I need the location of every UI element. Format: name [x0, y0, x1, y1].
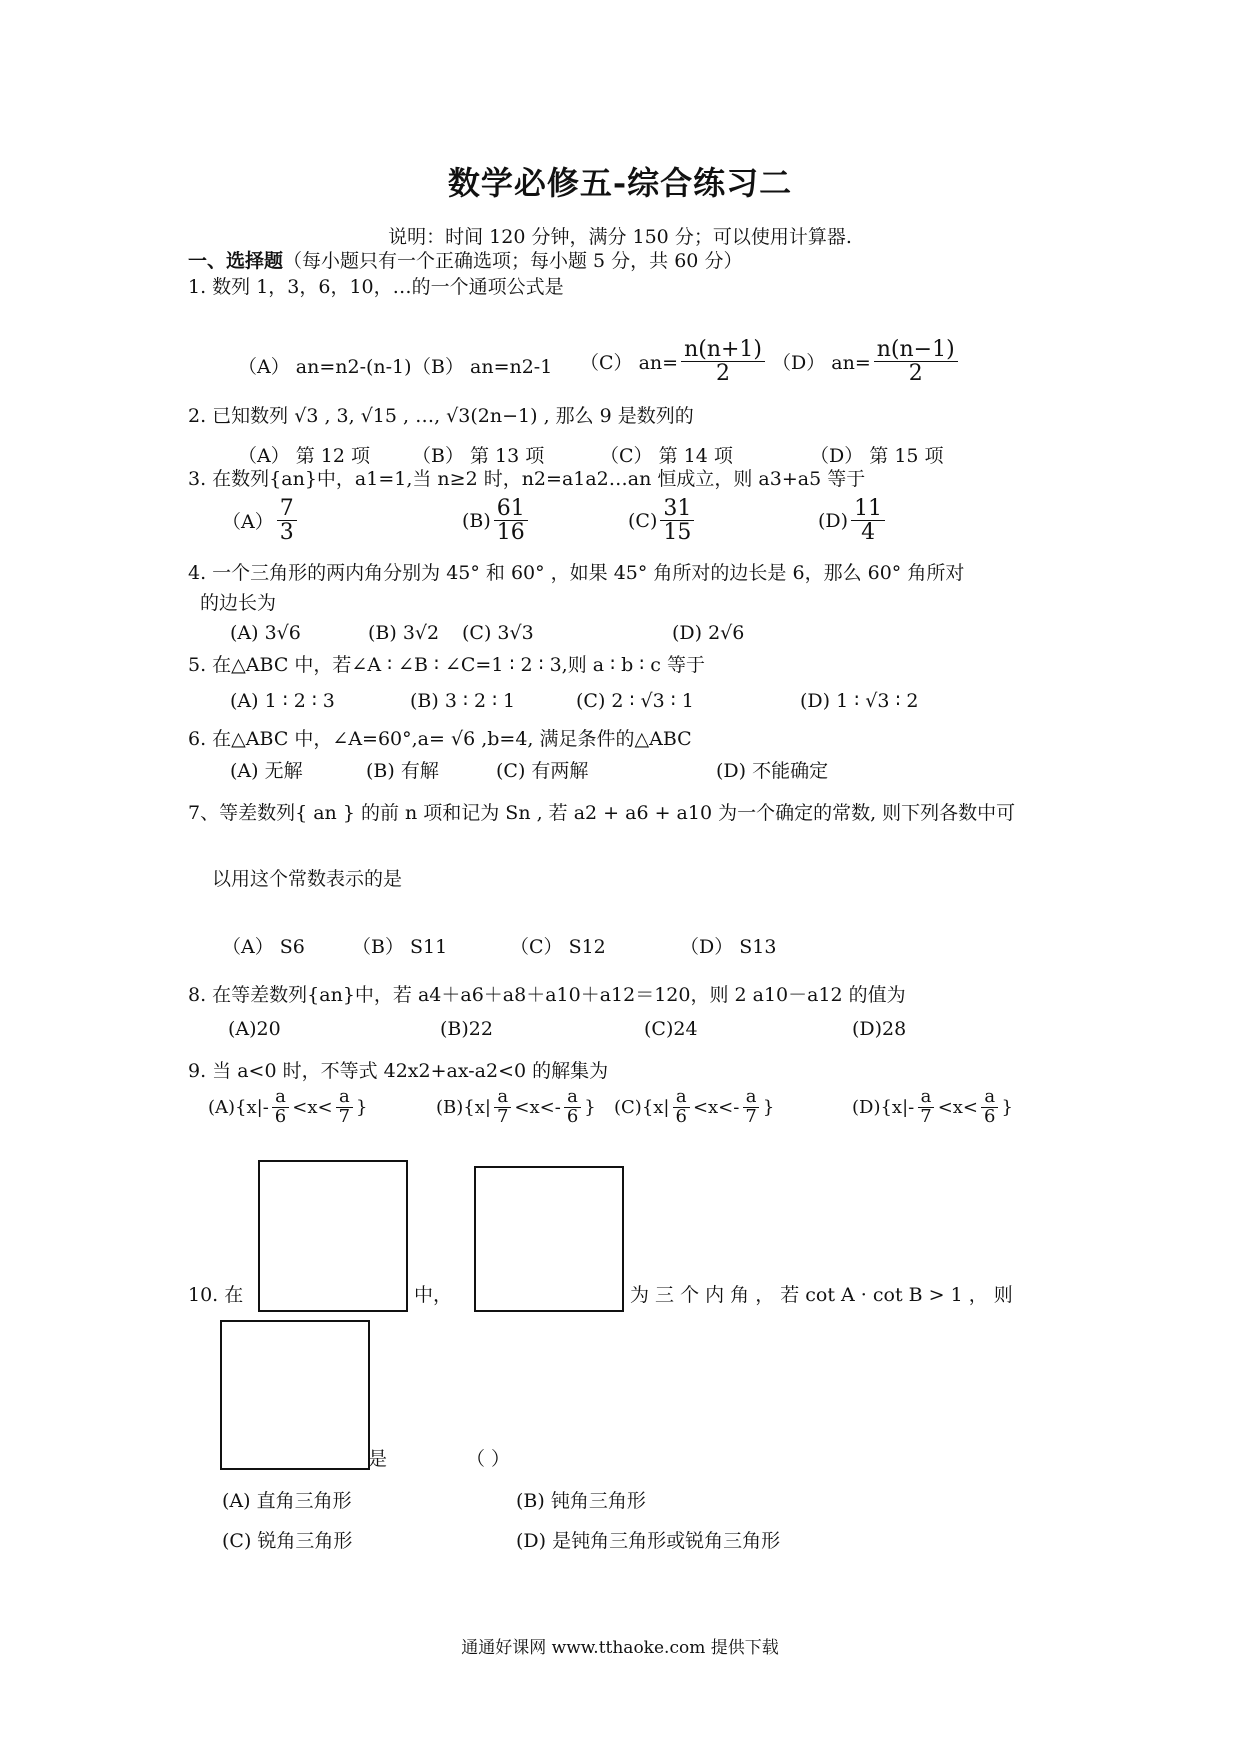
q3-option-d-label: (D)	[818, 509, 849, 532]
q9-option-d-label: (D){x|-	[852, 1096, 915, 1118]
q9-option-d-frac1-num: a	[918, 1088, 935, 1108]
q9-option-b-frac2	[564, 1088, 581, 1127]
q9-option-b-label: (B){x|	[436, 1096, 491, 1118]
q10-option-a: (A) 直角三角形	[222, 1490, 352, 1512]
q7-stem: 7、等差数列{ an } 的前 n 项和记为 Sn , 若 a2 + a6 + a10 为一个确定的常数, 则下列各数中可	[188, 802, 1016, 824]
q9-option-b-mid: <x<-	[514, 1096, 561, 1118]
q10-placeholder-box-3	[220, 1320, 370, 1470]
q9-option-a-frac1	[272, 1088, 289, 1127]
q7-option-d: （D） S13	[680, 936, 777, 958]
q7-stem-cont: 以用这个常数表示的是	[212, 868, 403, 890]
q9-option-d-frac1	[917, 1088, 934, 1127]
q5-option-c: (C) 2 ∶ √3 ∶ 1	[576, 690, 694, 712]
q5-option-d: (D) 1 ∶ √3 ∶ 2	[800, 690, 919, 712]
q9-option-a-frac1-num: a	[272, 1088, 289, 1108]
q3-option-c-label: (C)	[628, 509, 658, 532]
q9-option-a	[208, 1088, 367, 1127]
q6-option-c: (C) 有两解	[496, 760, 589, 782]
section-heading	[188, 248, 742, 274]
q3-option-b-numerator: 61	[494, 497, 528, 521]
q6-option-b: (B) 有解	[366, 760, 439, 782]
q10-option-b: (B) 钝角三角形	[516, 1490, 646, 1512]
q10-end: 是	[368, 1448, 388, 1470]
q9-option-c-label: (C){x|	[614, 1096, 670, 1118]
q1-option-c-numerator: n(n+1)	[681, 338, 765, 362]
q1-option-d-numerator: n(n−1)	[874, 338, 958, 362]
q1-option-d-denominator: 2	[908, 361, 923, 387]
q10-lead: 10. 在	[188, 1284, 244, 1306]
q9-option-b-frac2-den: 6	[566, 1105, 579, 1127]
q9-option-b-frac1-den: 7	[496, 1105, 509, 1127]
q1-option-b: （B） an=n2-1	[412, 356, 553, 378]
q3-option-b-label: (B)	[462, 509, 491, 532]
q9-option-a-frac2-num: a	[336, 1088, 353, 1108]
q3-option-d-fraction	[851, 497, 885, 544]
q9-option-a-frac1-den: 6	[274, 1105, 287, 1127]
q9-option-c-mid: <x<-	[692, 1096, 740, 1118]
q8-option-a: (A)20	[228, 1018, 281, 1040]
q7-option-c: （C） S12	[510, 936, 606, 958]
q1-option-c-fraction	[681, 338, 765, 385]
q2-option-b: （B） 第 13 项	[412, 445, 545, 467]
q10-answer-paren: （ ）	[466, 1448, 511, 1470]
q9-option-a-mid: <x<	[292, 1096, 333, 1118]
q4-option-c: (C) 3√3	[462, 622, 534, 644]
q9-option-d-end: }	[1001, 1096, 1013, 1118]
q2-option-d: （D） 第 15 项	[810, 445, 944, 467]
q3-option-a-label: （A）	[222, 511, 274, 534]
q9-option-a-frac2	[336, 1088, 353, 1127]
section-title: 一、选择题	[188, 250, 284, 272]
q9-stem: 9. 当 a<0 时，不等式 42x2+ax-a2<0 的解集为	[188, 1060, 609, 1082]
q7-option-a: （A） S6	[222, 936, 305, 958]
q6-option-a: (A) 无解	[230, 760, 303, 782]
q1-option-d-label: （D） an=	[772, 352, 871, 375]
q4-stem-cont: 的边长为	[200, 592, 277, 614]
q3-option-d-denominator: 4	[861, 520, 876, 546]
q9-option-c-end: }	[762, 1096, 775, 1118]
q10-option-d: (D) 是钝角三角形或锐角三角形	[516, 1530, 781, 1552]
page-title: 数学必修五-综合练习二	[447, 164, 793, 202]
exam-note: 说明：时间 120 分钟，满分 150 分；可以使用计算器.	[388, 226, 852, 248]
q4-option-d: (D) 2√6	[672, 622, 745, 644]
q2-stem: 2. 已知数列 √3 , 3, √15 , …, √3(2n−1) , 那么 9 是数列的	[188, 405, 694, 427]
q9-option-a-label: (A){x|-	[208, 1096, 269, 1118]
q3-option-c-denominator: 15	[663, 520, 692, 546]
q9-option-d-mid: <x<	[937, 1096, 979, 1118]
q9-option-c-frac2-num: a	[743, 1088, 760, 1108]
q9-option-c-frac1-num: a	[673, 1088, 690, 1108]
section-desc: （每小题只有一个正确选项；每小题 5 分，共 60 分）	[283, 250, 743, 272]
q9-option-d-frac2-num: a	[981, 1088, 998, 1108]
q3-option-a-denominator: 3	[279, 520, 294, 546]
q10-tail: 为 三 个 内 角 ， 若 cot A · cot B > 1 ， 则	[630, 1284, 1013, 1306]
q9-option-d-frac2-den: 6	[984, 1105, 996, 1127]
q8-option-b: (B)22	[440, 1018, 493, 1040]
q1-option-d	[772, 338, 961, 385]
q10-placeholder-box-1	[258, 1160, 408, 1312]
q1-option-d-fraction	[874, 338, 958, 385]
q9-option-a-frac2-den: 7	[338, 1105, 351, 1127]
q3-option-b-denominator: 16	[496, 520, 525, 546]
q3-option-d-numerator: 11	[851, 497, 885, 521]
q9-option-b-frac1	[494, 1088, 511, 1127]
footer-source: 通通好课网 www.tthaoke.com 提供下载	[461, 1638, 779, 1658]
q4-option-a: (A) 3√6	[230, 622, 301, 644]
q9-option-d-frac1-den: 7	[920, 1105, 932, 1127]
q1-option-a: （A） an=n2-(n-1)	[238, 356, 412, 378]
q5-stem: 5. 在△ABC 中，若∠A ∶ ∠B ∶ ∠C=1 ∶ 2 ∶ 3,则 a ∶ b ∶ c 等于	[188, 654, 705, 676]
q9-option-a-end: }	[356, 1096, 368, 1118]
q9-option-c-frac2-den: 7	[745, 1105, 757, 1127]
q3-option-b-fraction	[494, 497, 528, 544]
q9-option-c-frac1	[673, 1088, 690, 1127]
q9-option-d	[852, 1088, 1013, 1127]
q6-option-d: (D) 不能确定	[716, 760, 829, 782]
q1-option-c-label: （C） an=	[580, 352, 679, 375]
q5-option-b: (B) 3 ∶ 2 ∶ 1	[410, 690, 516, 712]
q10-option-c: (C) 锐角三角形	[222, 1530, 353, 1552]
q9-option-d-frac2	[981, 1088, 998, 1127]
q1-stem: 1. 数列 1，3，6，10，…的一个通项公式是	[188, 276, 564, 298]
q9-option-c	[614, 1088, 774, 1127]
q9-option-b-end: }	[584, 1096, 596, 1118]
q8-option-c: (C)24	[644, 1018, 698, 1040]
q9-option-b-frac1-num: a	[494, 1088, 511, 1108]
q1-option-c	[580, 338, 768, 385]
q7-option-b: （B） S11	[352, 936, 448, 958]
q9-option-b-frac2-num: a	[564, 1088, 581, 1108]
q10-placeholder-box-2	[474, 1166, 624, 1312]
q2-option-a: （A） 第 12 项	[238, 445, 371, 467]
q3-option-d	[818, 497, 888, 544]
q5-option-a: (A) 1 ∶ 2 ∶ 3	[230, 690, 335, 712]
q4-stem: 4. 一个三角形的两内角分别为 45° 和 60° ，如果 45° 角所对的边长是 6，那么 60° 角所对	[188, 562, 965, 584]
q10-mid: 中，	[414, 1284, 453, 1306]
q3-option-c	[628, 497, 697, 544]
q3-option-c-numerator: 31	[660, 497, 694, 521]
q1-option-c-denominator: 2	[716, 361, 731, 387]
q9-option-c-frac2	[742, 1088, 759, 1127]
q2-option-c: （C） 第 14 项	[600, 445, 733, 467]
q6-stem: 6. 在△ABC 中，∠A=60°,a= √6 ,b=4, 满足条件的△ABC	[188, 728, 692, 750]
q3-stem: 3. 在数列{an}中，a1=1,当 n≥2 时，n2=a1a2…an 恒成立，则 a3+a5 等于	[188, 468, 866, 490]
q9-option-b	[436, 1088, 596, 1127]
q3-option-a-fraction	[277, 497, 297, 544]
q3-option-b	[462, 497, 531, 544]
q8-stem: 8. 在等差数列{an}中，若 a4＋a6＋a8＋a10＋a12＝120，则 2 a10－a12 的值为	[188, 984, 906, 1006]
q3-option-c-fraction	[660, 497, 694, 544]
q4-option-b: (B) 3√2	[368, 622, 440, 644]
q3-option-a-numerator: 7	[277, 497, 297, 521]
q8-option-d: (D)28	[852, 1018, 907, 1040]
q9-option-c-frac1-den: 6	[675, 1105, 687, 1127]
q3-option-a	[222, 497, 300, 544]
